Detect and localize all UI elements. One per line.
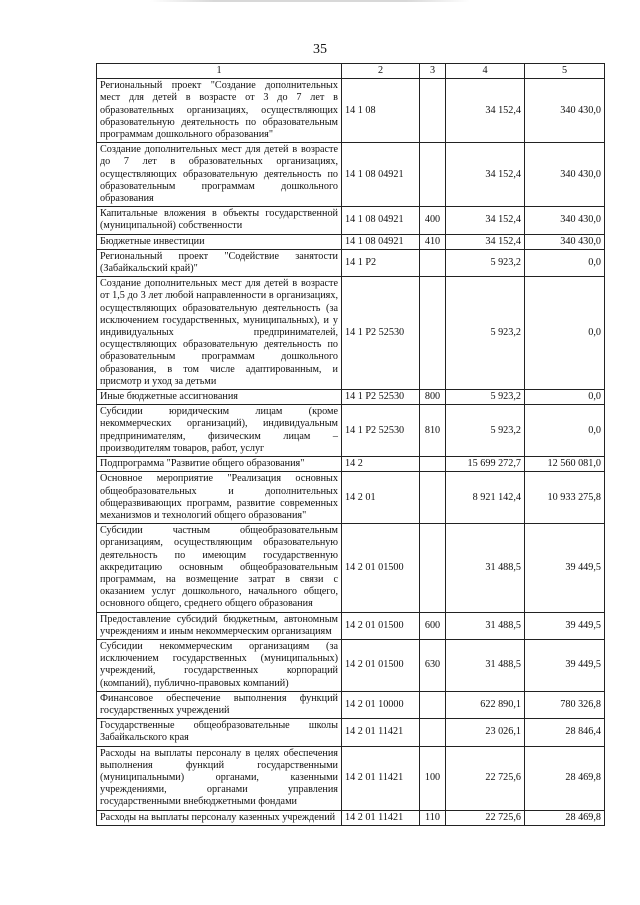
header-row <box>97 64 605 79</box>
row-amount-col5-cell: 39 449,5 <box>525 524 605 612</box>
row-name-cell: Создание дополнительных мест для детей в возрасте от 1,5 до 3 лет любой направленности в организациях, осуществляющих образовательную деятельность (за исключением государственных, муниципальных), и у индивидуальных предпринимателей, осуществляющих образовательную деятельность по образовательным программам дошкольного образования, в том числе адаптированным, и присмотр и уход за детьми <box>97 277 342 390</box>
row-amount-col5-cell: 340 430,0 <box>525 234 605 249</box>
row-amount-col5-cell: 340 430,0 <box>525 143 605 207</box>
table-header <box>97 64 605 79</box>
table-row <box>97 277 605 390</box>
row-name-cell: Региональный проект "Создание дополнительных мест для детей в возрасте от 3 до 7 лет в образовательных организациях, осуществляющих образовательную деятельность по образовательным программам дошкольного образования" <box>97 79 342 143</box>
row-code-cell: 14 2 01 11421 <box>342 810 420 825</box>
table-row <box>97 719 605 746</box>
row-expense-type-cell <box>420 143 446 207</box>
header-cell-3: 3 <box>420 64 446 79</box>
row-code-cell: 14 1 08 04921 <box>342 207 420 234</box>
row-code-cell: 14 2 <box>342 457 420 472</box>
row-code-cell: 14 1 P2 52530 <box>342 277 420 390</box>
row-amount-col5-cell: 0,0 <box>525 390 605 405</box>
header-cell-1: 1 <box>97 64 342 79</box>
table-row <box>97 639 605 691</box>
row-expense-type-cell <box>420 524 446 612</box>
row-name-cell: Подпрограмма "Развитие общего образования" <box>97 457 342 472</box>
row-amount-col5-cell: 10 933 275,8 <box>525 472 605 524</box>
row-amount-col4-cell: 5 923,2 <box>446 249 525 276</box>
row-code-cell: 14 2 01 01500 <box>342 612 420 639</box>
row-name-cell: Бюджетные инвестиции <box>97 234 342 249</box>
table-row <box>97 612 605 639</box>
table-row <box>97 207 605 234</box>
table-row <box>97 249 605 276</box>
row-amount-col4-cell: 15 699 272,7 <box>446 457 525 472</box>
row-expense-type-cell: 410 <box>420 234 446 249</box>
row-code-cell: 14 2 01 11421 <box>342 746 420 810</box>
row-amount-col4-cell: 34 152,4 <box>446 207 525 234</box>
row-name-cell: Капитальные вложения в объекты государственной (муниципальной) собственности <box>97 207 342 234</box>
table-row <box>97 810 605 825</box>
row-code-cell: 14 2 01 10000 <box>342 691 420 718</box>
row-amount-col4-cell: 8 921 142,4 <box>446 472 525 524</box>
table-row <box>97 457 605 472</box>
row-amount-col4-cell: 31 488,5 <box>446 612 525 639</box>
row-amount-col5-cell: 0,0 <box>525 405 605 457</box>
row-code-cell: 14 1 P2 52530 <box>342 390 420 405</box>
row-expense-type-cell <box>420 472 446 524</box>
row-expense-type-cell <box>420 691 446 718</box>
row-amount-col4-cell: 31 488,5 <box>446 524 525 612</box>
row-code-cell: 14 2 01 01500 <box>342 524 420 612</box>
row-name-cell: Финансовое обеспечение выполнения функций государственных учреждений <box>97 691 342 718</box>
table-row <box>97 472 605 524</box>
table-row <box>97 691 605 718</box>
header-cell-4: 4 <box>446 64 525 79</box>
header-cell-5: 5 <box>525 64 605 79</box>
row-amount-col4-cell: 34 152,4 <box>446 234 525 249</box>
row-expense-type-cell: 400 <box>420 207 446 234</box>
table-row <box>97 390 605 405</box>
row-amount-col4-cell: 5 923,2 <box>446 390 525 405</box>
row-amount-col4-cell: 5 923,2 <box>446 277 525 390</box>
row-code-cell: 14 1 08 04921 <box>342 234 420 249</box>
table-body <box>97 79 605 826</box>
scan-artifact <box>150 0 470 2</box>
row-amount-col4-cell: 34 152,4 <box>446 79 525 143</box>
row-code-cell: 14 2 01 01500 <box>342 639 420 691</box>
row-amount-col4-cell: 622 890,1 <box>446 691 525 718</box>
row-code-cell: 14 2 01 11421 <box>342 719 420 746</box>
row-name-cell: Субсидии юридическим лицам (кроме некоммерческих организаций), индивидуальным предпринимателям, физическим лицам – производителям товаров, работ, услуг <box>97 405 342 457</box>
row-expense-type-cell: 110 <box>420 810 446 825</box>
row-amount-col4-cell: 22 725,6 <box>446 746 525 810</box>
row-amount-col4-cell: 23 026,1 <box>446 719 525 746</box>
row-amount-col4-cell: 34 152,4 <box>446 143 525 207</box>
row-amount-col4-cell: 22 725,6 <box>446 810 525 825</box>
row-code-cell: 14 1 P2 <box>342 249 420 276</box>
header-cell-2: 2 <box>342 64 420 79</box>
table-row <box>97 746 605 810</box>
page-number: 35 <box>313 42 327 57</box>
row-name-cell: Создание дополнительных мест для детей в возрасте до 7 лет в образовательных организациях, осуществляющих образовательную деятельность по образовательным программам дошкольного образования <box>97 143 342 207</box>
row-amount-col5-cell: 780 326,8 <box>525 691 605 718</box>
row-amount-col5-cell: 28 846,4 <box>525 719 605 746</box>
table-row <box>97 524 605 612</box>
row-expense-type-cell <box>420 79 446 143</box>
row-name-cell: Субсидии некоммерческим организациям (за исключением государственных (муниципальных) учреждений, государственных корпораций (компаний), публично-правовых компаний) <box>97 639 342 691</box>
row-code-cell: 14 2 01 <box>342 472 420 524</box>
row-name-cell: Субсидии частным общеобразовательным организациям, осуществляющим образовательную деятельность по имеющим государственную аккредитацию основным общеобразовательным программам, на возмещение затрат в связи с оказанием услуг дошкольного, начального общего, основного общего, среднего общего образования <box>97 524 342 612</box>
row-expense-type-cell <box>420 457 446 472</box>
row-name-cell: Основное мероприятие "Реализация основных общеобразовательных и дополнительных общеразвивающих программ, развитие современных механизмов и технологий общего образования" <box>97 472 342 524</box>
row-expense-type-cell <box>420 277 446 390</box>
row-amount-col5-cell: 340 430,0 <box>525 207 605 234</box>
row-code-cell: 14 1 P2 52530 <box>342 405 420 457</box>
table-row <box>97 79 605 143</box>
row-name-cell: Расходы на выплаты персоналу в целях обеспечения выполнения функций государственными (муниципальными) органами, казенными учреждениями, органами управления государственными внебюджетными фондами <box>97 746 342 810</box>
budget-table <box>96 63 605 826</box>
row-expense-type-cell <box>420 249 446 276</box>
row-expense-type-cell: 630 <box>420 639 446 691</box>
row-amount-col5-cell: 340 430,0 <box>525 79 605 143</box>
table-row <box>97 234 605 249</box>
row-name-cell: Иные бюджетные ассигнования <box>97 390 342 405</box>
row-expense-type-cell: 810 <box>420 405 446 457</box>
table-row <box>97 405 605 457</box>
row-expense-type-cell <box>420 719 446 746</box>
row-amount-col5-cell: 0,0 <box>525 249 605 276</box>
row-amount-col5-cell: 39 449,5 <box>525 639 605 691</box>
row-name-cell: Региональный проект "Содействие занятости (Забайкальский край)" <box>97 249 342 276</box>
row-amount-col4-cell: 31 488,5 <box>446 639 525 691</box>
row-code-cell: 14 1 08 <box>342 79 420 143</box>
table-row <box>97 143 605 207</box>
row-expense-type-cell: 100 <box>420 746 446 810</box>
row-name-cell: Предоставление субсидий бюджетным, автономным учреждениям и иным некоммерческим организациям <box>97 612 342 639</box>
row-name-cell: Расходы на выплаты персоналу казенных учреждений <box>97 810 342 825</box>
row-expense-type-cell: 800 <box>420 390 446 405</box>
row-name-cell: Государственные общеобразовательные школы Забайкальского края <box>97 719 342 746</box>
row-code-cell: 14 1 08 04921 <box>342 143 420 207</box>
row-amount-col5-cell: 39 449,5 <box>525 612 605 639</box>
row-amount-col5-cell: 28 469,8 <box>525 810 605 825</box>
row-amount-col5-cell: 28 469,8 <box>525 746 605 810</box>
row-amount-col5-cell: 12 560 081,0 <box>525 457 605 472</box>
row-amount-col4-cell: 5 923,2 <box>446 405 525 457</box>
row-expense-type-cell: 600 <box>420 612 446 639</box>
row-amount-col5-cell: 0,0 <box>525 277 605 390</box>
